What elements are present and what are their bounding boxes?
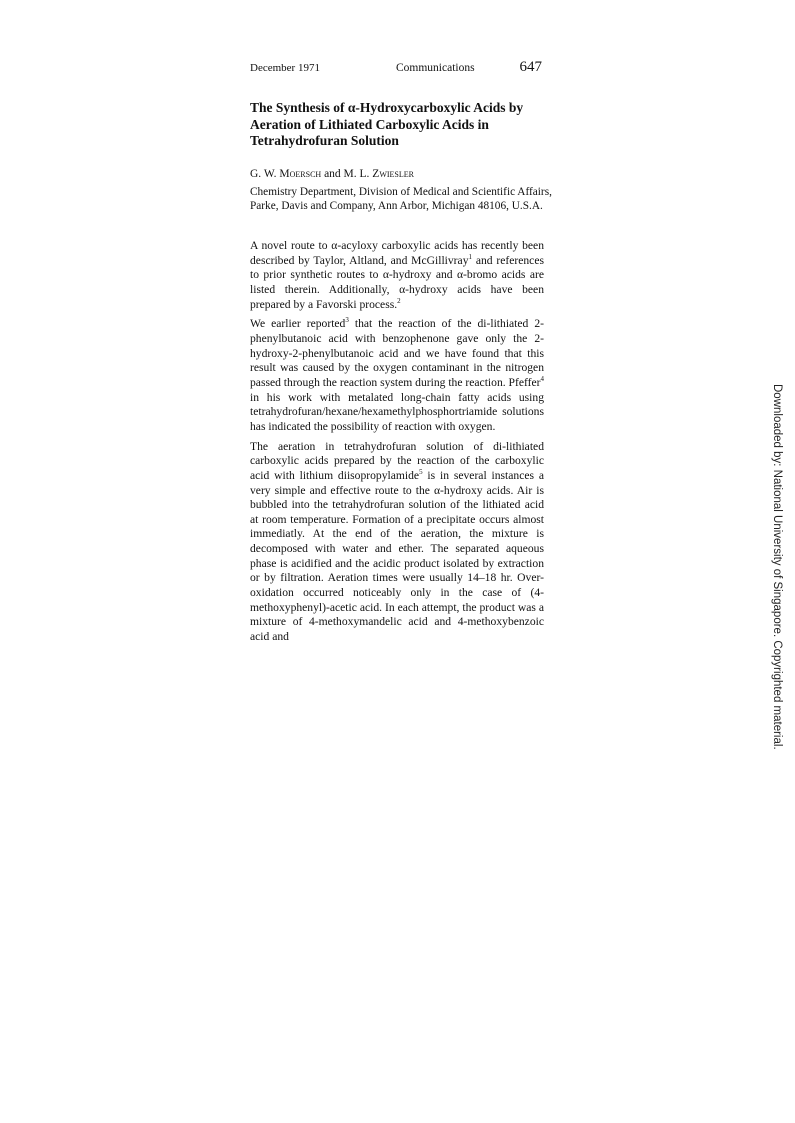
paragraph-1 [250, 239, 544, 312]
reference-marker: 3 [345, 316, 349, 325]
reference-marker: 5 [419, 467, 423, 476]
paragraph-1-text-a: A novel route to α-acyloxy carboxylic acids has recently been described by Taylor, Altland, and McGillivray [250, 239, 544, 267]
paragraph-3-text-a: The aeration in tetrahydrofuran solution of di-lithiated carboxylic acids prepared by the reaction of the carboxylic acid with lithium diisopropylamide [250, 439, 544, 482]
paragraph-2-text-c: in his work with metalated long-chain fatty acids using tetrahydrofuran/hexane/hexamethylphosphortriamide solutions has indicated the possibility of reaction with oxygen. [250, 390, 544, 433]
page-number: 647 [519, 59, 542, 75]
author-1-initials: G. W. M [250, 168, 290, 180]
paragraph-3 [250, 440, 544, 645]
paragraph-2-text-b: that the reaction of the di-lithiated 2-phenylbutanoic acid with benzophenone gave only the 2-hydroxy-2-phenylbutanoic acid and we have found that this result was caused by the oxygen contaminant in the nitrogen passed through the reaction system during the reaction. Pfeffer [250, 317, 544, 389]
author-2-surname: wiesler [379, 168, 414, 180]
paragraph-3-text-b: is in several instances a very simple and effective route to the α-hydroxy acids. Air is bubbled into the tetrahydrofuran solution of the lithiated acid at room temperature. Formation of a precipitate occurs almost immediatly. At the end of the aeration, the mixture is decomposed with water and ether. The separated aqueous phase is acidified and the acidic product isolated by extraction or by filtration. Aeration times were usually 14–18 hr. Over-oxidation occurred noticeably only in the case of (4-methoxyphenyl)-acetic acid. In each attempt, the product was a mixture of 4-methoxymandelic acid and 4-methoxybenzoic acid and [250, 468, 544, 644]
author-1-surname: oersch [289, 168, 322, 180]
paragraph-2 [250, 317, 544, 434]
author-line [250, 168, 550, 180]
author-conjunction: and [321, 168, 344, 180]
paragraph-2-text-a: We earlier reported [250, 317, 346, 331]
author-2-initials: M. L. Z [343, 168, 380, 180]
affiliation: Chemistry Department, Division of Medical and Scientific Affairs, Parke, Davis and Company, Ann Arbor, Michigan 48106, U.S.A. [250, 186, 552, 212]
article-title: The Synthesis of α-Hydroxycarboxylic Acids by Aeration of Lithiated Carboxylic Acids in Tetrahydrofuran Solution [250, 100, 524, 148]
section-name: Communications [396, 62, 475, 74]
issue-date: December 1971 [250, 62, 320, 74]
download-notice: Downloaded by: National University of Singapore. Copyrighted material. [771, 384, 783, 750]
reference-marker: 4 [540, 375, 545, 384]
reference-marker: 1 [468, 252, 472, 261]
paragraph-1-text-b: and references to prior synthetic routes to α-hydroxy and α-bromo acids are listed therein. Additionally, α-hydroxy acids have been prepared by a Favorski process. [250, 253, 544, 311]
reference-marker: 2 [397, 296, 401, 305]
article-body [250, 239, 544, 650]
running-head [250, 59, 542, 78]
